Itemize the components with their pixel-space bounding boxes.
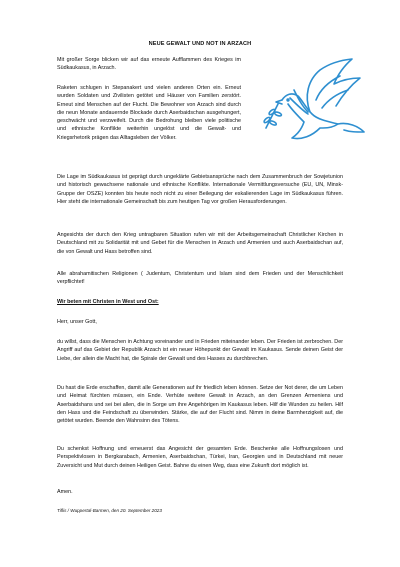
dove-with-olive-branch-icon <box>252 56 368 158</box>
paragraph-angesichts: Angesichts der durch den Krieg untragbaren Situation rufen wir mit der Arbeitsgemeinschaft Christlicher Kirchen in Deutschland mit zu Solidarität mit und Gebet für die Menschen in Arzach und Armenien und auch Aserbaidschan auf, die von Gewalt und Hass betroffen sind. <box>57 232 343 255</box>
amen-text: Amen. <box>57 489 73 495</box>
prayer-paragraph-2: Du hast die Erde erschaffen, damit alle Generationen auf ihr friedlich leben können. Setze der Not derer, die um Leben und Heimat fürchten müssen, ein Ende. Verhüte weitere Gewalt in Arzach, an den Grenzen Armeniens und Aserbaidshans und sei bei allen, die in Sorge um ihre Angehörigen im Kaukasus leben. Hilf die Wunden zu heilen. Hilf den Hass und die Feindschaft zu überwinden. Stärke, die auf der Flucht sind. Nimm in deine Barmherzigkeit auf, die getötet wurden. Beende den Wahnsinn des Tötens. <box>57 385 343 425</box>
signature-line: Tiflis / Wuppertal-Barmen, den 20. September 2023 <box>57 508 162 513</box>
prayer-heading: Wir beten mit Christen in West und Ost: <box>57 299 159 305</box>
paragraph-raketen: Raketen schlugen in Stepanakert und vielen anderen Orten ein. Erneut wurden Soldaten und Zivilisten getötet und Häuser von Familien zerstört. Erneut sind Menschen auf der Flucht. Die Bewohner von Arzach sind durch die neun Monate andauernde Blockade durch Aserbaidschan ausgehungert, geschwächt und verzweifelt. Durch die Bedrohung bleiben viele politische und ethnische Konflikte weiterhin ungelöst und die Gewalt- und Kriegsrhetorik prägen das Alltagsleben der Völker. <box>57 85 241 141</box>
paragraph-religionen: Alle abrahamitischen Religionen ( Judentum, Christentum und Islam sind dem Frieden und der Menschlichkeit verpflichtet! <box>57 271 343 286</box>
paragraph-lage: Die Lage im Südkaukasus ist geprägt durch ungeklärte Gebietsansprüche nach dem Zusammenbruch der Sowjetunion und historisch gewachsene nationale und ethnische Konflikte. Internationale Vermittlungsversuche (EU, UN, Minsk-Gruppe der OSZE) konnten bis heute noch nicht zu einer Beilegung der eskalierenden Lage im Südkaukasus führen. Hier steht die internationale Gemeinschaft bis zum heutigen Tag vor großen Herausforderungen. <box>57 174 343 205</box>
intro-paragraph: Mit großer Sorge blicken wir auf das erneute Aufflammen des Krieges im Südkaukasus, in Arzach. <box>57 57 241 72</box>
prayer-salutation: Herr, unser Gott, <box>57 319 97 325</box>
prayer-paragraph-1: du willst, dass die Menschen in Achtung voreinander und in Frieden miteinander leben. Der Frieden ist zerbrochen. Der Angriff auf das Gebiet der Republik Arzach ist ein neuer Höhepunkt der Gewalt im Kaukasus. Sende deinen Geist der Liebe, der allein die Macht hat, die Spirale der Gewalt und des Hasses zu durchbrechen. <box>57 339 343 362</box>
document-title: NEUE GEWALT UND NOT IN ARZACH <box>148 41 252 47</box>
prayer-paragraph-3: Du schenkst Hoffnung und erneuerst das Angesicht der gesamten Erde. Beschenke alle Hoffnungslosen und Perspektivlosen in Bergkarabach, Armenien, Aserbaidschan, Türkei, Iran, Georgien und in Deutschland mit neuer Zuversicht und Mut durch deinen Heiligen Geist. Bahne du einen Weg, dass eine Zukunft dort möglich ist. <box>57 446 343 469</box>
